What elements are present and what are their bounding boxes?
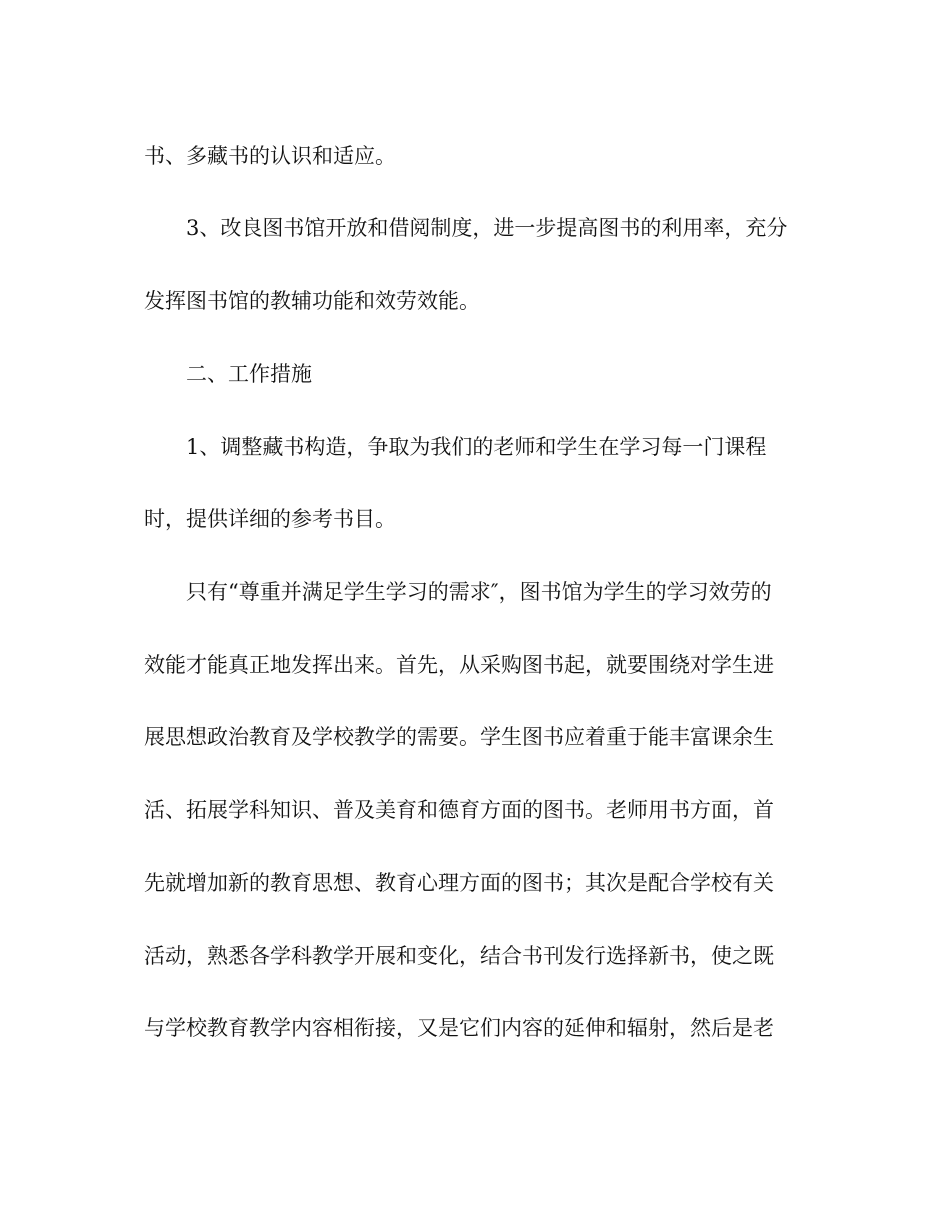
text-line: 只有“尊重并满足学生学习的需求″，图书馆为学生的学习效劳的 (186, 580, 772, 604)
text-line: 与学校教育教学内容相衔接，又是它们内容的延伸和辐射，然后是老 (144, 1016, 774, 1040)
text-line: 书、多藏书的认识和适应。 (144, 144, 396, 168)
text-line: 先就增加新的教育思想、教育心理方面的图书；其次是配合学校有关 (144, 871, 774, 895)
text-line: 3、改良图书馆开放和借阅制度，进一步提高图书的利用率，充分 (186, 216, 788, 240)
text-line: 活动，熟悉各学科教学开展和变化，结合书刊发行选择新书，使之既 (144, 944, 774, 968)
text-line: 1、调整藏书构造，争取为我们的老师和学生在学习每一门课程 (186, 435, 767, 459)
text-line: 活、拓展学科知识、普及美育和德育方面的图书。老师用书方面，首 (144, 798, 774, 822)
section-heading: 二、工作措施 (186, 362, 312, 386)
text-line: 效能才能真正地发挥出来。首先，从采购图书起，就要围绕对学生进 (144, 653, 774, 677)
text-line: 时，提供详细的参考书目。 (144, 507, 396, 531)
text-line: 发挥图书馆的教辅功能和效劳效能。 (144, 289, 480, 313)
text-line: 展思想政治教育及学校教学的需要。学生图书应着重于能丰富课余生 (144, 725, 774, 749)
